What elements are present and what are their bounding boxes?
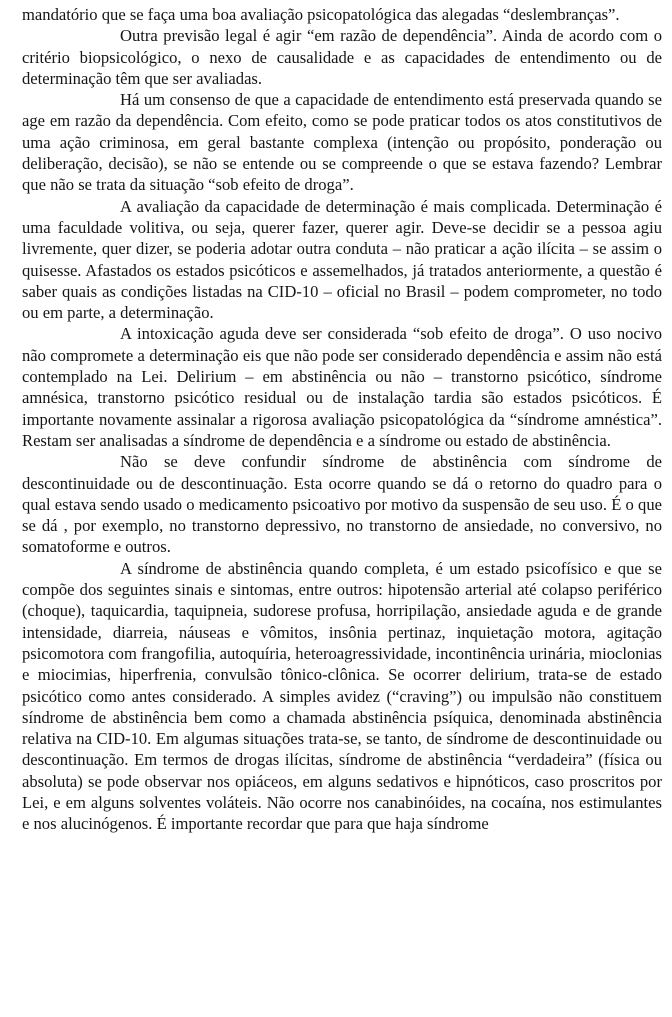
paragraph-7: A síndrome de abstinência quando completa, é um estado psicofísico e que se compõe dos seguintes sinais e sintomas, entre outros: hipotensão arterial até colapso periférico (choque), taquicardia, taquipneia, sudorese profusa, horripilação, ansiedade aguda e de grande intensidade, diarreia, náuseas e vômitos, insônia pertinaz, inquietação motora, agitação psicomotora com frangofilia, autoquíria, heteroagressividade, incontinência urinária, mioclonias e miocimias, hiperfrenia, convulsão tônico-clônica. Se ocorrer delirium, trata-se de estado psicótico como antes considerado. A simples avidez (“craving”) ou impulsão não constituem síndrome de abstinência bem como a chamada abstinência psíquica, denominada abstinência relativa na CID-10. Em algumas situações trata-se, se tanto, de síndrome de descontinuidade ou descontinuação. Em termos de drogas ilícitas, síndrome de abstinência “verdadeira” (física ou absoluta) se pode observar nos opiáceos, em alguns sedativos e hipnóticos, caso proscritos por Lei, e em alguns solventes voláteis. Não ocorre nos canabinóides, na cocaína, nos estimulantes e nos alucinógenos. É importante recordar que para que haja síndrome xyxy=(22,558,662,834)
paragraph-4: A avaliação da capacidade de determinação é mais complicada. Determinação é uma faculdade volitiva, ou seja, querer fazer, querer agir. Deve-se decidir se a pessoa agiu livremente, quer dizer, se poderia adotar outra conduta – não praticar a ação ilícita – se assim o quisesse. Afastados os estados psicóticos e assemelhados, já tratados anteriormente, a questão é saber quais as condições listadas na CID-10 – oficial no Brasil – podem comprometer, no todo ou em parte, a determinação. xyxy=(22,196,662,323)
paragraph-6: Não se deve confundir síndrome de abstinência com síndrome de descontinuidade ou de descontinuação. Esta ocorre quando se dá o retorno do quadro para o qual estava sendo usado o medicamento psicoativo por motivo da suspensão de seu uso. É o que se dá , por exemplo, no transtorno depressivo, no transtorno de ansiedade, no conversivo, no somatoforme e outros. xyxy=(22,452,662,557)
paragraph-2: Outra previsão legal é agir “em razão de dependência”. Ainda de acordo com o critério biopsicológico, o nexo de causalidade e as capacidades de entendimento ou de determinação têm que ser avaliadas. xyxy=(22,26,662,88)
paragraph-5: A intoxicação aguda deve ser considerada “sob efeito de droga”. O uso nocivo não compromete a determinação eis que não pode ser considerado dependência e assim não está contemplado na Lei. Delirium – em abstinência ou não – transtorno psicótico, síndrome amnésica, transtorno psicótico residual ou de instalação tardia são estados psicóticos. É importante novamente assinalar a rigorosa avaliação psicopatológica da “síndrome amnéstica”. Restam ser analisadas a síndrome de dependência e a síndrome ou estado de abstinência. xyxy=(22,324,662,450)
paragraph-3: Há um consenso de que a capacidade de entendimento está preservada quando se age em razão da dependência. Com efeito, como se pode praticar todos os atos constitutivos de uma ação criminosa, em geral bastante complexa (intenção ou propósito, ponderação ou deliberação, decisão), se não se entende ou se compreende o que se estava fazendo? Lembrar que não se trata da situação “sob efeito de droga”. xyxy=(22,90,662,195)
paragraph-1: mandatório que se faça uma boa avaliação psicopatológica das alegadas “deslembranças”. xyxy=(22,5,620,24)
